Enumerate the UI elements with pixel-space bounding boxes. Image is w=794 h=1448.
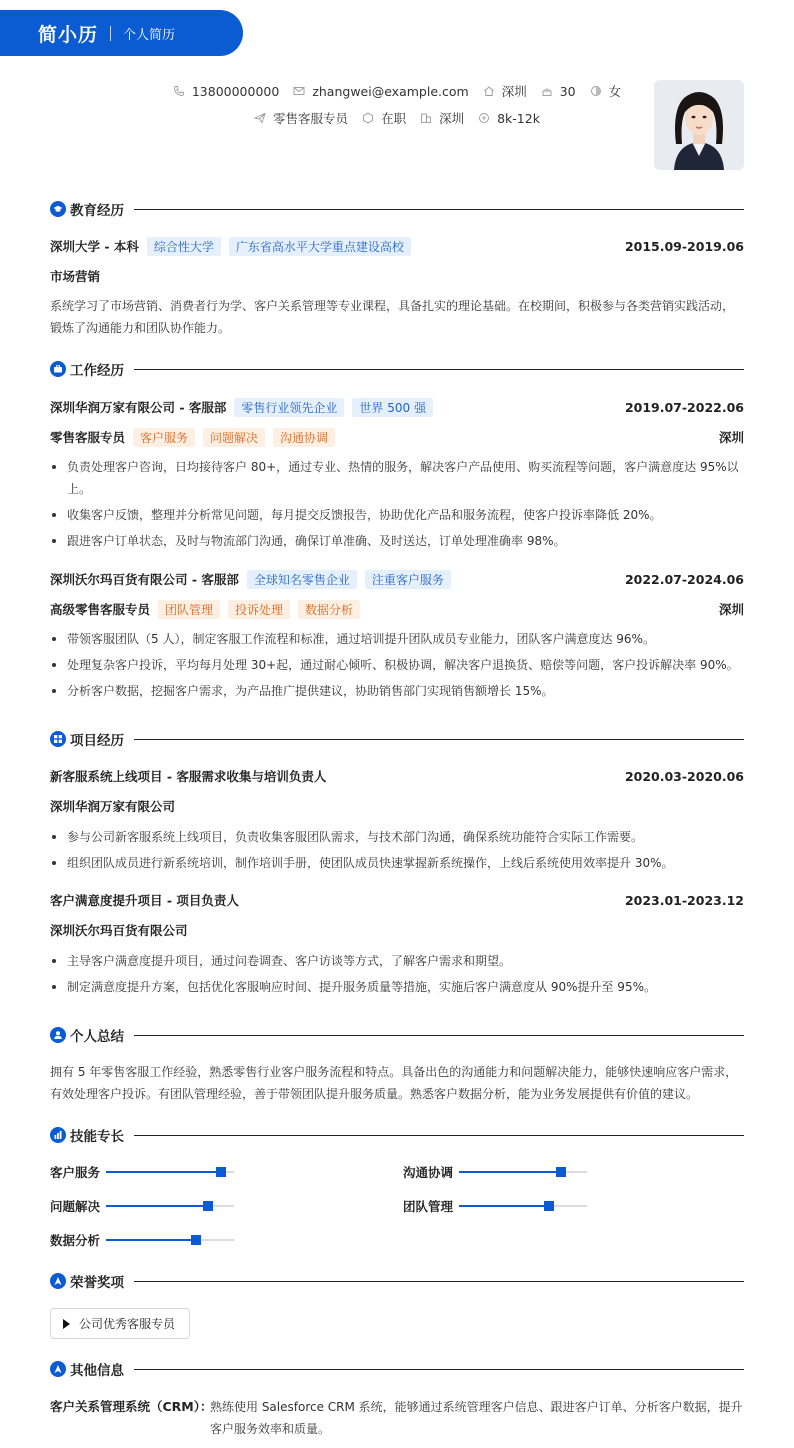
skill-bar — [459, 1171, 587, 1173]
list-item: 处理复杂客户投诉，平均每月处理 30+起，通过耐心倾听、积极协调，解决客户退换货、赔偿等问题，客户投诉解决率 90%。 — [50, 654, 744, 676]
project-title: 客户满意度提升项目 - 项目负责人 — [50, 893, 239, 908]
section-divider — [134, 209, 744, 210]
work-city: 深圳 — [718, 602, 744, 617]
section-skills — [50, 1125, 744, 1145]
work-period: 2019.07-2022.06 — [624, 399, 744, 415]
list-item: 跟进客户订单状态，及时与物流部门沟通，确保订单准确、及时送达，订单处理准确率 98%。 — [50, 530, 744, 552]
contact-gender — [590, 82, 622, 100]
skill-bar — [459, 1205, 587, 1207]
school-tag: 广东省高水平大学重点建设高校 — [229, 237, 411, 256]
contact-status — [362, 109, 406, 127]
skill-name: 数据分析 — [50, 1233, 101, 1248]
skill-item — [50, 1196, 234, 1216]
education-description: 系统学习了市场营销、消费者行为学、客户关系管理等专业课程，具备扎实的理论基础。在校期间，积极参与各类营销实践活动，锻炼了沟通能力和团队协作能力。 — [50, 299, 735, 335]
list-item: 主导客户满意度提升项目，通过问卷调查、客户访谈等方式，了解客户需求和期望。 — [50, 950, 744, 972]
other-label: 客户关系管理系统（CRM）： — [50, 1399, 213, 1414]
skill-item — [50, 1162, 234, 1182]
medal-icon — [50, 1273, 66, 1289]
company-tag: 世界 500 强 — [352, 398, 433, 417]
user-icon — [50, 1027, 66, 1043]
project-period: 2020.03-2020.06 — [624, 768, 744, 784]
award-item — [50, 1308, 190, 1339]
skill-name: 团队管理 — [403, 1199, 454, 1214]
section-title: 项目经历 — [70, 733, 124, 749]
skill-bar-knob — [556, 1167, 566, 1177]
brand-name: 简小历 — [38, 23, 99, 46]
section-divider — [134, 1369, 744, 1370]
role-tag: 投诉处理 — [228, 600, 290, 619]
age-text: 30 — [559, 83, 576, 99]
skill-bar — [106, 1171, 234, 1173]
skill-bar-knob — [544, 1201, 554, 1211]
salary-text: 8k-12k — [497, 110, 540, 126]
skill-bar-knob — [203, 1201, 213, 1211]
skill-name: 问题解决 — [50, 1199, 101, 1214]
skill-item — [403, 1196, 587, 1216]
role-name: 零售客服专员 — [50, 430, 126, 445]
project-company: 深圳华润万家有限公司 — [50, 799, 176, 814]
company-tag: 注重客户服务 — [365, 570, 451, 589]
list-item: 组织团队成员进行新系统培训，制作培训手册，使团队成员快速掌握新系统操作，上线后系统使用效率提升 30%。 — [50, 852, 744, 874]
list-item: 负责处理客户咨询，日均接待客户 80+，通过专业、热情的服务，解决客户产品使用、购买流程等问题，客户满意度达 95%以上。 — [50, 456, 744, 500]
briefcase-icon — [50, 361, 66, 377]
section-divider — [134, 1281, 744, 1282]
school-name: 深圳大学 - 本科 — [50, 239, 139, 254]
status-icon — [362, 112, 374, 124]
contact-salary — [478, 111, 540, 126]
list-item: 收集客户反馈，整理并分析常见问题，每月提交反馈报告，协助优化产品和服务流程，使客户投诉率降低 20%。 — [50, 504, 744, 526]
contact-email — [293, 84, 468, 99]
work-role-row — [50, 427, 744, 447]
work-header — [50, 397, 744, 417]
education-major-row — [50, 266, 744, 286]
skill-bar-fill — [106, 1171, 221, 1173]
role-tag: 问题解决 — [203, 428, 265, 447]
grid-icon — [50, 731, 66, 747]
skill-item — [403, 1162, 587, 1182]
skill-bar-fill — [459, 1171, 561, 1173]
list-item: 带领客服团队（5 人），制定客服工作流程和标准，通过培训提升团队成员专业能力，团队客户满意度达 96%。 — [50, 628, 744, 650]
skill-bar-fill — [459, 1205, 549, 1207]
role-tag: 数据分析 — [298, 600, 360, 619]
section-work — [50, 359, 744, 379]
major: 市场营销 — [50, 269, 101, 284]
section-divider — [134, 1035, 744, 1036]
award-text: 公司优秀客服专员 — [79, 1317, 176, 1331]
play-icon — [63, 1319, 70, 1329]
contact-position — [254, 109, 348, 127]
list-item: 参与公司新客服系统上线项目，负责收集客服团队需求，与技术部门沟通，确保系统功能符合实际工作需要。 — [50, 826, 744, 848]
summary-text: 拥有 5 年零售客服工作经验，熟悉零售行业客户服务流程和特点。具备出色的沟通能力和问题解决能力，能够快速响应客户需求，有效处理客户投诉。有团队管理经验，善于带领团队提升服务质量。熟悉客户数据分析，能为业务发展提供有价值的建议。 — [50, 1065, 738, 1101]
city-text: 深圳 — [501, 84, 527, 99]
contact-city — [483, 82, 527, 100]
building-icon — [420, 112, 432, 124]
position-text: 零售客服专员 — [273, 111, 349, 126]
role-tag: 客户服务 — [133, 428, 195, 447]
work-city: 深圳 — [718, 430, 744, 445]
work-period: 2022.07-2024.06 — [624, 571, 744, 587]
company-name: 深圳华润万家有限公司 - 客服部 — [50, 400, 227, 415]
gender-icon — [590, 85, 602, 97]
role-tag: 团队管理 — [158, 600, 220, 619]
salary-icon — [478, 112, 490, 124]
company-name: 深圳沃尔玛百货有限公司 - 客服部 — [50, 572, 239, 587]
education-period: 2015.09-2019.06 — [624, 238, 744, 254]
education-header — [50, 236, 744, 256]
skill-bar-fill — [106, 1205, 208, 1207]
email-text: zhangwei@example.com — [312, 83, 469, 99]
company-tag: 全球知名零售企业 — [247, 570, 357, 589]
section-title: 荣誉奖项 — [70, 1275, 124, 1291]
profile-photo — [654, 80, 744, 170]
list-item: 分析客户数据，挖掘客户需求，为产品推广提供建议，协助销售部门实现销售额增长 15%。 — [50, 680, 744, 702]
send-icon — [254, 112, 266, 124]
project-company: 深圳沃尔玛百货有限公司 — [50, 923, 188, 938]
section-divider — [134, 739, 744, 740]
section-title: 个人总结 — [70, 1029, 124, 1045]
skill-item — [50, 1230, 234, 1250]
work-role-row — [50, 599, 744, 619]
skill-bar-fill — [106, 1239, 196, 1241]
bar-chart-icon — [50, 1127, 66, 1143]
school-tag: 综合性大学 — [147, 237, 221, 256]
gender-text: 女 — [608, 84, 622, 99]
graduation-cap-icon — [50, 201, 66, 217]
skill-name: 沟通协调 — [403, 1165, 454, 1180]
section-title: 工作经历 — [70, 363, 124, 379]
skill-bar-knob — [216, 1167, 226, 1177]
phone-text: 13800000000 — [191, 83, 280, 99]
section-project — [50, 729, 744, 749]
section-awards — [50, 1271, 744, 1291]
email-icon — [293, 85, 305, 97]
list-item: 制定满意度提升方案，包括优化客服响应时间、提升服务质量等措施，实施后客户满意度从 90%提升至 95%。 — [50, 976, 744, 998]
status-text: 在职 — [381, 111, 407, 126]
work-header — [50, 569, 744, 589]
section-title: 其他信息 — [70, 1363, 124, 1379]
section-title: 教育经历 — [70, 203, 124, 219]
other-text: 熟练使用 Salesforce CRM 系统，能够通过系统管理客户信息、跟进客户订单、分析客户数据，提升客户服务效率和质量。 — [210, 1400, 743, 1436]
phone-icon — [173, 85, 185, 97]
skill-bar-knob — [191, 1235, 201, 1245]
brand-subtitle: 个人简历 — [123, 27, 176, 43]
target-city-text: 深圳 — [439, 111, 465, 126]
cake-icon — [541, 85, 553, 97]
contact-age — [541, 84, 576, 99]
project-company-row — [50, 920, 744, 940]
project-header — [50, 766, 744, 786]
role-name: 高级零售客服专员 — [50, 602, 151, 617]
contact-target-city — [420, 109, 464, 127]
section-summary — [50, 1025, 744, 1045]
project-company-row — [50, 796, 744, 816]
section-divider — [134, 1135, 744, 1136]
skill-name: 客户服务 — [50, 1165, 101, 1180]
info-icon — [50, 1361, 66, 1377]
project-title: 新客服系统上线项目 - 客服需求收集与培训负责人 — [50, 769, 327, 784]
skill-bar — [106, 1205, 234, 1207]
project-header — [50, 890, 744, 910]
brand-divider — [110, 26, 111, 41]
contact-phone — [173, 84, 279, 99]
role-tag: 沟通协调 — [273, 428, 335, 447]
section-title: 技能专长 — [70, 1129, 124, 1145]
brand-banner — [0, 10, 243, 56]
section-divider — [134, 369, 744, 370]
section-other — [50, 1359, 744, 1379]
company-tag: 零售行业领先企业 — [234, 398, 344, 417]
project-period: 2023.01-2023.12 — [624, 892, 744, 908]
skill-bar — [106, 1239, 234, 1241]
section-education — [50, 199, 744, 219]
home-icon — [483, 85, 495, 97]
